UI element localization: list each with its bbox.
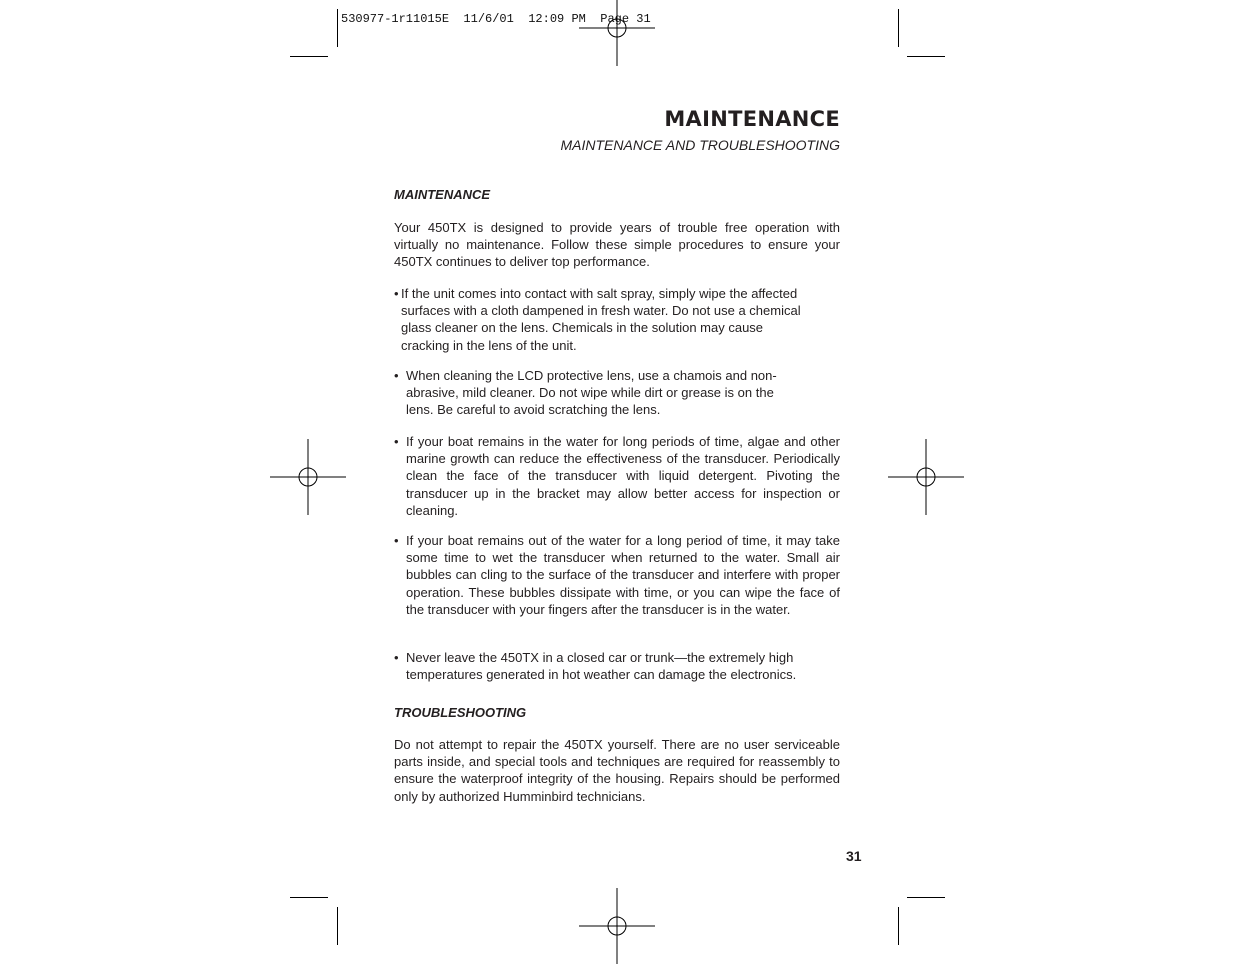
bullet-icon: • bbox=[394, 368, 399, 383]
registration-mark-top-icon bbox=[579, 0, 655, 66]
page-subtitle: MAINTENANCE AND TROUBLESHOOTING bbox=[560, 137, 840, 153]
list-item bbox=[394, 649, 840, 683]
registration-mark-right-icon bbox=[888, 439, 964, 515]
list-item bbox=[394, 367, 840, 419]
registration-mark-left-icon bbox=[270, 439, 346, 515]
list-item bbox=[394, 285, 840, 354]
page-number: 31 bbox=[846, 848, 862, 864]
crop-mark-bottom-left-horizontal bbox=[290, 897, 328, 898]
crop-mark-bottom-left-vertical bbox=[337, 907, 338, 945]
crop-mark-bottom-right-vertical bbox=[898, 907, 899, 945]
bullet-text: Never leave the 450TX in a closed car or trunk—the extremely high temperatures generated in hot weather can damage the electronics. bbox=[406, 650, 797, 683]
troubleshooting-text: Do not attempt to repair the 450TX yourself. There are no user serviceable parts inside, and special tools and techniques are required for reassembly to ensure the waterproof integrity of the housing. Repairs should be performed only by authorized Humminbird technicians. bbox=[394, 737, 840, 804]
bullet-icon: • bbox=[394, 533, 399, 548]
crop-mark-top-right-vertical bbox=[898, 9, 899, 47]
bullet-text: When cleaning the LCD protective lens, use a chamois and non-abrasive, mild cleaner. Do not wipe while dirt or grease is on the lens. Be careful to avoid scratching the lens. bbox=[406, 368, 777, 418]
crop-mark-bottom-right-horizontal bbox=[907, 897, 945, 898]
bullet-icon: • bbox=[394, 286, 399, 301]
maintenance-intro: Your 450TX is designed to provide years of trouble free operation with virtually no maintenance. Follow these simple procedures to ensure your 450TX continues to deliver top performance. bbox=[394, 220, 840, 270]
crop-mark-top-right-horizontal bbox=[907, 56, 945, 57]
crop-mark-top-left-horizontal bbox=[290, 56, 328, 57]
list-item bbox=[394, 532, 840, 618]
list-item bbox=[394, 433, 840, 519]
registration-mark-bottom-icon bbox=[579, 888, 655, 964]
page-title: MAINTENANCE bbox=[664, 107, 840, 131]
bullet-text: If your boat remains in the water for long periods of time, algae and other marine growth can reduce the effectiveness of the transducer. Periodically clean the face of the transducer with liquid detergent. Pivoting the transducer up in the bracket may allow better access for inspection or cleaning. bbox=[406, 434, 840, 518]
troubleshooting-heading: TROUBLESHOOTING bbox=[394, 705, 527, 720]
bullet-text: If the unit comes into contact with salt spray, simply wipe the affected surfaces with a cloth dampened in fresh water. Do not use a chemical glass cleaner on the lens. Chemicals in the solution may cause cracking in the lens of the unit. bbox=[401, 286, 801, 353]
crop-mark-top-left-vertical bbox=[337, 9, 338, 47]
bullet-icon: • bbox=[394, 434, 399, 449]
bullet-text: If your boat remains out of the water for a long period of time, it may take some time to wet the transducer when returned to the water. Small air bubbles can cling to the surface of the transducer and interfere with proper operation. These bubbles dissipate with time, or you can wipe the face of the transducer with your fingers after the transducer is in the water. bbox=[406, 533, 840, 617]
bullet-icon: • bbox=[394, 650, 399, 665]
print-slug: 530977-1r11015E 11/6/01 12:09 PM Page 31 bbox=[341, 12, 651, 26]
maintenance-heading: MAINTENANCE bbox=[394, 187, 491, 202]
